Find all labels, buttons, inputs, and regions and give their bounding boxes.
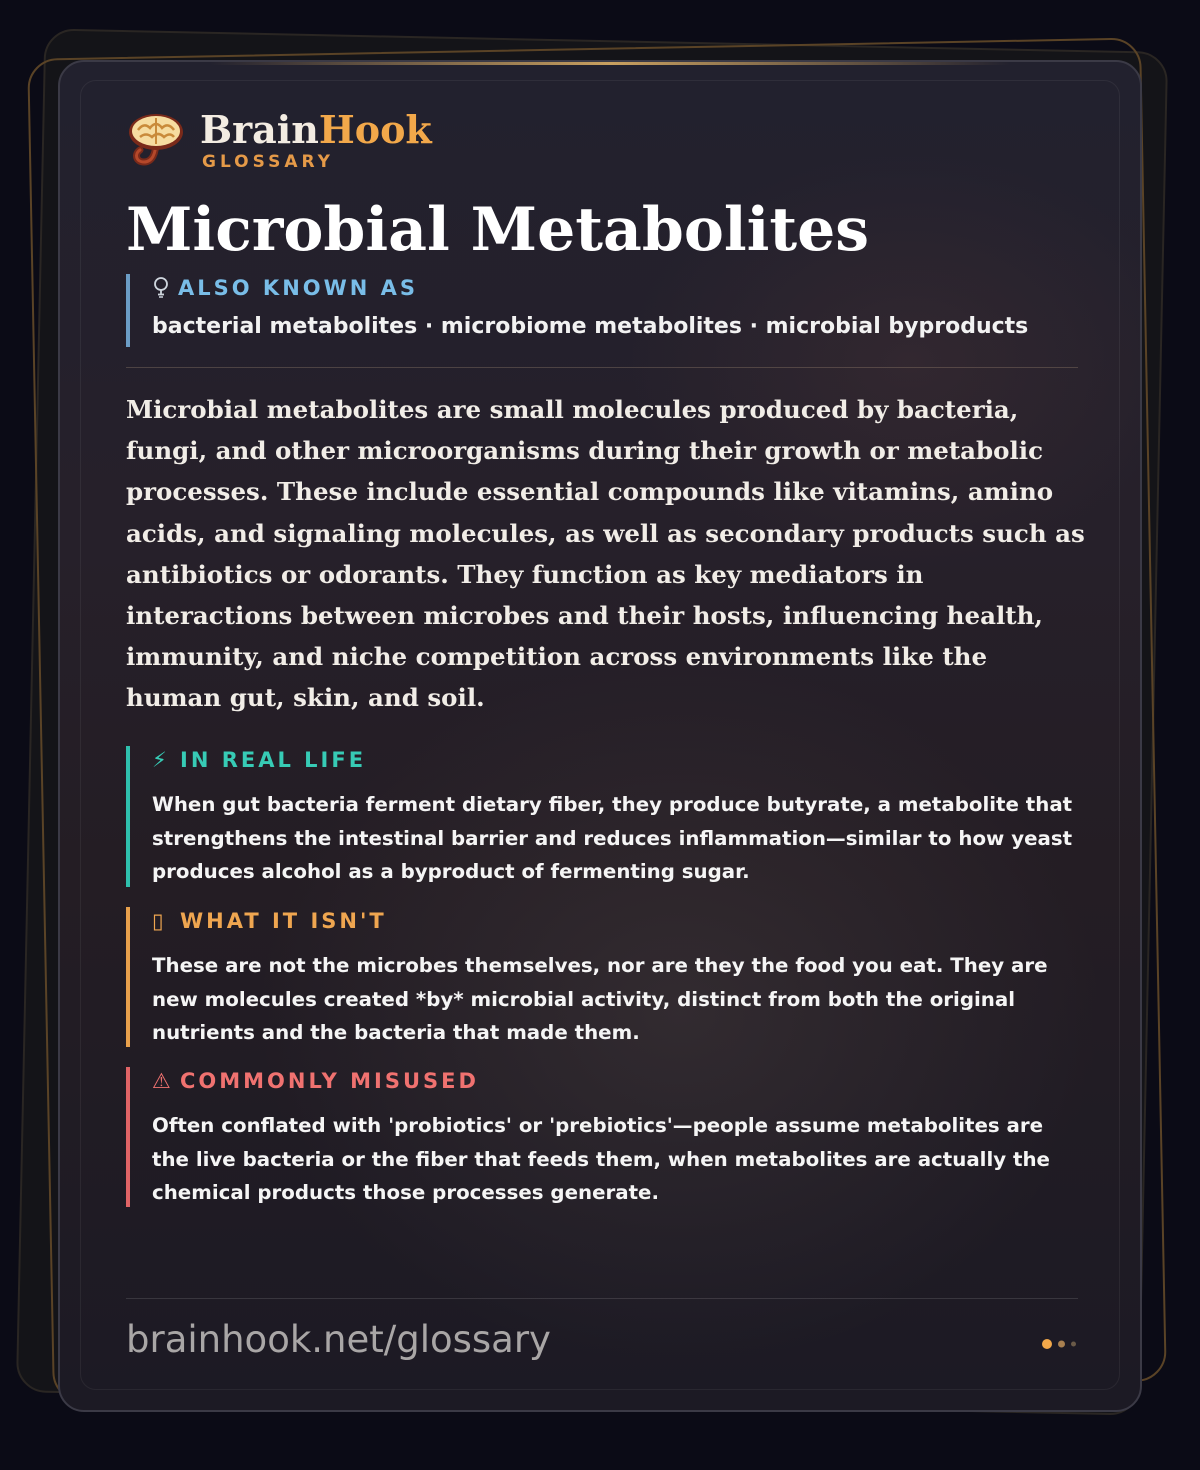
card-top-glow	[210, 62, 1010, 65]
what-it-isnt-section	[126, 907, 1082, 1047]
lightbulb-icon	[152, 276, 170, 298]
warning-icon: ⚠	[152, 1069, 171, 1093]
also-known-as-label: ALSO KNOWN AS	[178, 276, 419, 300]
term-title: Microbial Metabolites	[126, 195, 870, 265]
in-real-life-text: When gut bacteria ferment dietary fiber, they produce butyrate, a metabolite that strengthens the intestinal barrier and reduces inflammation—similar to how yeast produces alcohol as a byproduct of fermenting sugar.	[152, 793, 1073, 884]
brain-hook-logo-icon	[126, 110, 186, 170]
header-divider	[126, 367, 1078, 368]
glossary-card	[58, 60, 1142, 1412]
what-it-isnt-label: WHAT IT ISN'T	[180, 909, 387, 933]
definition-text: Microbial metabolites are small molecules produced by bacteria, fungi, and other microorganisms during their growth or metabolic processes. These include essential compounds like vitamins, amino acids, and signaling molecules, as well as secondary products such as antibiotics or odorants. They function as key mediators in interactions between microbes and their hosts, influencing health, immunity, and niche competition across environments like the human gut, skin, and soil.	[126, 395, 1085, 713]
brand-name-part2: Hook	[318, 107, 432, 152]
dot-middle	[1058, 1341, 1065, 1348]
what-it-isnt-text: These are not the microbes themselves, nor are they the food you eat. They are new molecules created *by* microbial activity, distinct from both the original nutrients and the bacteria that made them.	[152, 954, 1048, 1045]
brand-header	[126, 108, 526, 172]
brand-subtitle: GLOSSARY	[202, 152, 334, 172]
brand-name	[200, 108, 432, 152]
footer-url[interactable]: brainhook.net/glossary	[126, 1318, 551, 1361]
in-real-life-section	[126, 746, 1082, 887]
lightning-icon: ⚡	[152, 748, 167, 772]
also-known-as-heading	[152, 276, 418, 300]
in-real-life-heading	[152, 748, 366, 772]
what-it-isnt-heading	[152, 909, 387, 933]
also-known-as-block	[126, 274, 1082, 347]
pagination-dots	[1042, 1338, 1082, 1350]
commonly-misused-label: COMMONLY MISUSED	[180, 1069, 479, 1093]
dot-active	[1042, 1339, 1052, 1349]
commonly-misused-section	[126, 1067, 1082, 1207]
in-real-life-label: IN REAL LIFE	[180, 748, 367, 772]
missing-glyph-icon: ▯	[152, 909, 164, 933]
commonly-misused-text: Often conflated with 'probiotics' or 'prebiotics'—people assume metabolites are the live bacteria or the fiber that feeds them, when metabolites are actually the chemical products those processes generate.	[152, 1114, 1050, 1205]
dot-small	[1071, 1342, 1076, 1347]
brand-name-part1: Brain	[200, 107, 319, 152]
commonly-misused-heading	[152, 1069, 479, 1093]
also-known-as-text: bacterial metabolites · microbiome metabolites · microbial byproducts	[152, 314, 1029, 339]
footer-divider	[126, 1298, 1078, 1299]
